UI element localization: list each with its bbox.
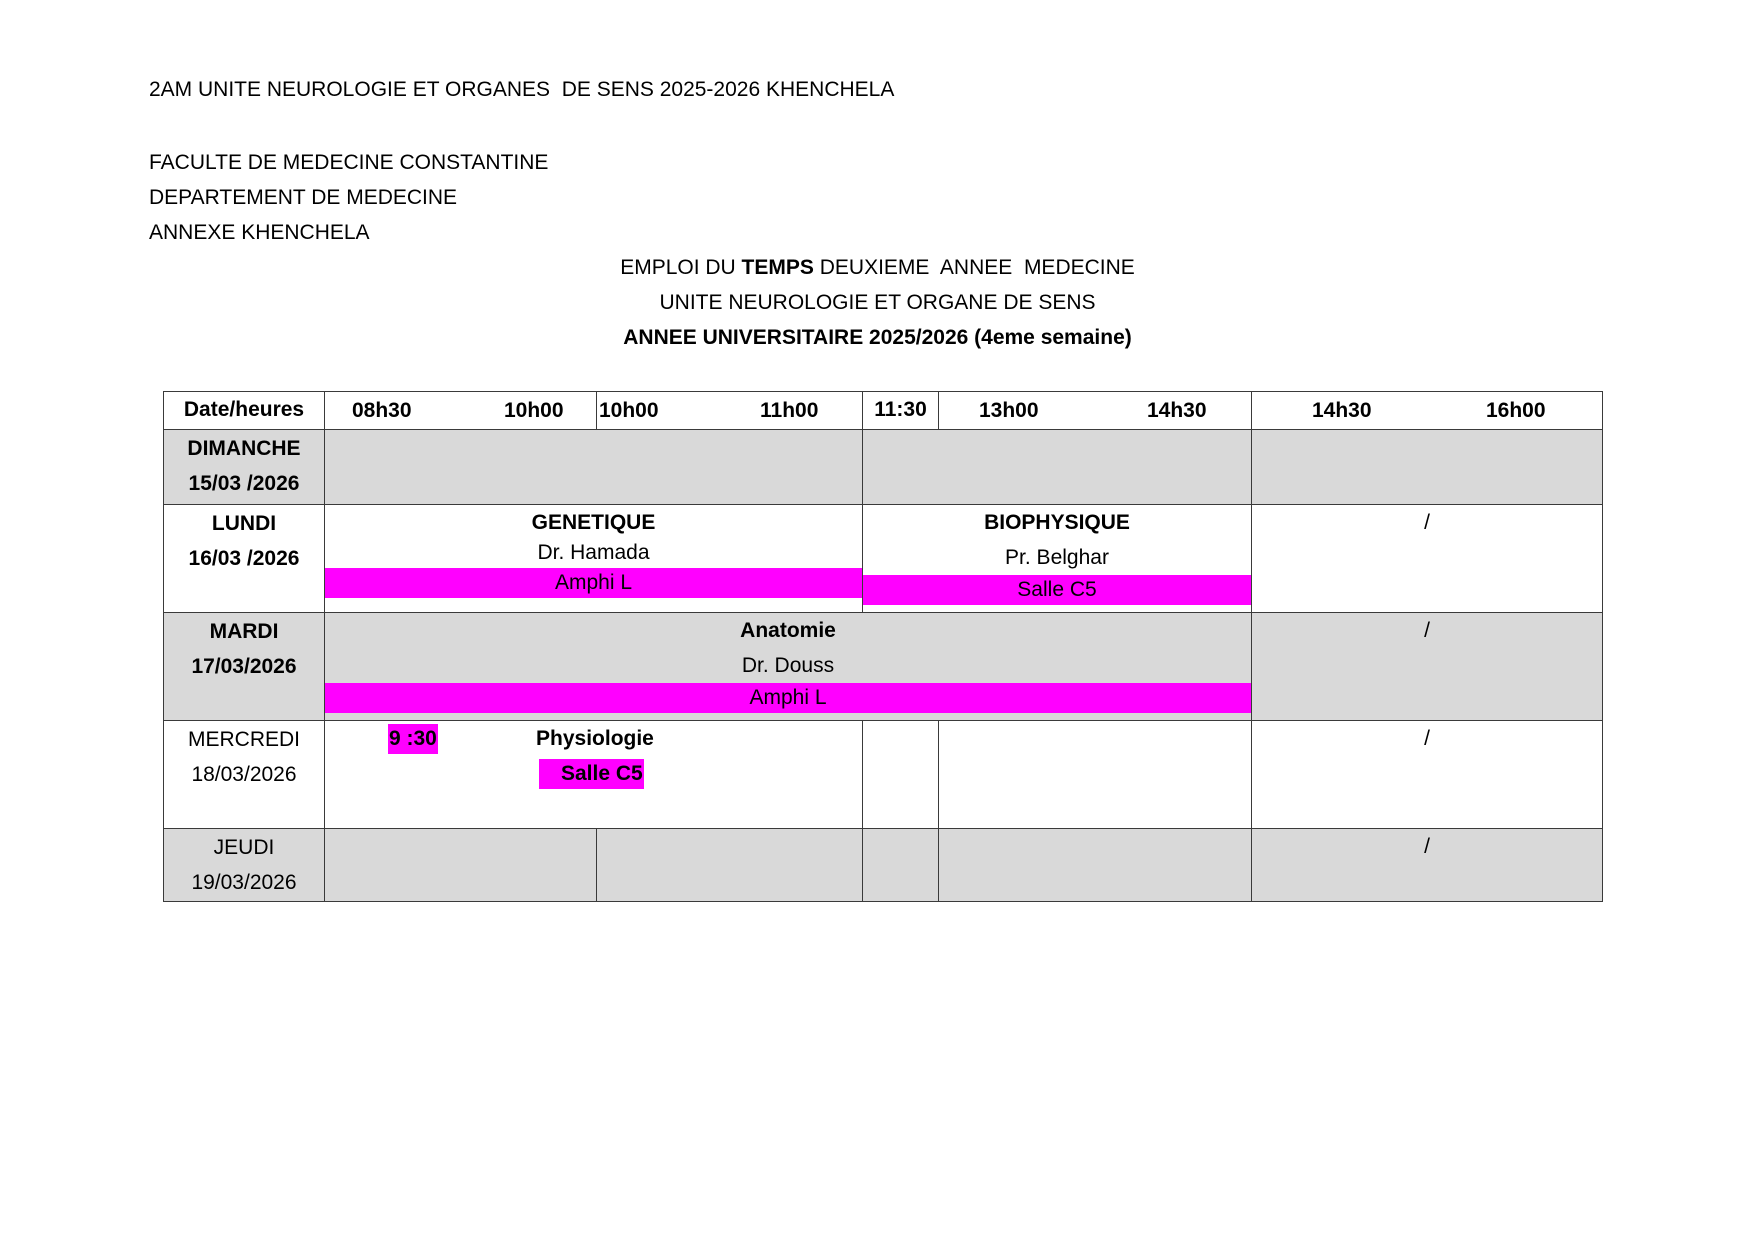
course-room: Salle C5 — [863, 575, 1251, 605]
academic-year: ANNEE UNIVERSITAIRE 2025/2026 (4eme semaine) — [623, 326, 1132, 349]
course-subject: Physiologie — [536, 727, 654, 750]
schedule-subtitle: UNITE NEUROLOGIE ET ORGANE DE SENS — [659, 291, 1096, 314]
slot-late — [1252, 613, 1603, 721]
day-name: MARDI — [209, 620, 279, 643]
day-date: 19/03/2026 — [191, 871, 297, 894]
day-date: 16/03 /2026 — [188, 547, 300, 570]
empty-slot-marker: / — [1424, 835, 1430, 858]
table-row-mardi — [164, 613, 1603, 721]
slot-late — [1252, 829, 1603, 902]
course-biophysique — [863, 505, 1252, 613]
day-date: 15/03 /2026 — [188, 472, 300, 495]
day-cell — [164, 430, 325, 505]
day-cell — [164, 829, 325, 902]
course-time: 9 :30 — [388, 724, 438, 754]
header-slot-1 — [325, 392, 597, 430]
slot-empty — [1252, 430, 1603, 505]
day-date: 18/03/2026 — [191, 763, 297, 786]
course-room: Amphi L — [325, 568, 862, 598]
empty-slot-marker: / — [1424, 511, 1430, 534]
slot-empty — [325, 829, 597, 902]
header-slot-1-end: 10h00 — [504, 399, 564, 422]
course-teacher: Pr. Belghar — [1005, 546, 1109, 569]
course-anatomie — [325, 613, 1252, 721]
course-room: Amphi L — [325, 683, 1251, 713]
header-slot-5-end: 16h00 — [1486, 399, 1546, 422]
title-post: DEUXIEME ANNEE MEDECINE — [813, 256, 1135, 279]
header-date: Date/heures — [164, 392, 325, 430]
header-annex: ANNEXE KHENCHELA — [149, 221, 370, 244]
table-row-jeudi — [164, 829, 1603, 902]
day-name: LUNDI — [211, 512, 277, 535]
course-teacher: Dr. Douss — [741, 654, 835, 677]
course-teacher: Dr. Hamada — [537, 541, 650, 564]
header-row — [164, 392, 1603, 430]
slot-empty — [939, 721, 1252, 829]
course-physiologie — [325, 721, 863, 829]
slot-late — [1252, 505, 1603, 613]
slot-empty — [939, 829, 1252, 902]
course-genetique — [325, 505, 863, 613]
header-slot-3: 11:30 — [863, 392, 939, 430]
header-slot-1-start: 08h30 — [352, 399, 412, 422]
header-slot-4 — [939, 392, 1252, 430]
header-faculty: FACULTE DE MEDECINE CONSTANTINE — [149, 151, 549, 174]
empty-slot-marker: / — [1424, 727, 1430, 750]
header-slot-2 — [597, 392, 863, 430]
day-name: DIMANCHE — [187, 437, 301, 460]
header-line-1: 2AM UNITE NEUROLOGIE ET ORGANES DE SENS 2025-2026 KHENCHELA — [149, 78, 895, 101]
day-date: 17/03/2026 — [191, 655, 297, 678]
day-name: MERCREDI — [187, 728, 300, 751]
day-cell — [164, 613, 325, 721]
table-row-mercredi — [164, 721, 1603, 829]
empty-slot-marker: / — [1424, 619, 1430, 642]
header-slot-5-start: 14h30 — [1312, 399, 1372, 422]
schedule-title — [0, 255, 1755, 281]
slot-empty — [325, 430, 863, 505]
day-name: JEUDI — [213, 836, 275, 859]
slot-empty — [597, 829, 863, 902]
header-slot-5 — [1252, 392, 1603, 430]
header-slot-2-end: 11h00 — [760, 399, 819, 422]
slot-late — [1252, 721, 1603, 829]
timetable — [163, 391, 1603, 902]
slot-empty — [863, 430, 1252, 505]
course-subject: Anatomie — [740, 619, 836, 642]
course-room: Salle C5 — [539, 759, 644, 789]
day-cell — [164, 505, 325, 613]
course-subject: GENETIQUE — [531, 511, 656, 534]
title-pre: EMPLOI DU — [620, 256, 742, 279]
header-slot-4-start: 13h00 — [979, 399, 1039, 422]
day-cell — [164, 721, 325, 829]
header-department: DEPARTEMENT DE MEDECINE — [149, 186, 458, 209]
title-bold: TEMPS — [741, 256, 814, 279]
table-row-dimanche — [164, 430, 1603, 505]
course-subject: BIOPHYSIQUE — [984, 511, 1130, 534]
header-slot-4-end: 14h30 — [1147, 399, 1207, 422]
table-row-lundi — [164, 505, 1603, 613]
slot-empty — [863, 721, 939, 829]
slot-empty — [863, 829, 939, 902]
header-slot-2-start: 10h00 — [599, 399, 659, 422]
